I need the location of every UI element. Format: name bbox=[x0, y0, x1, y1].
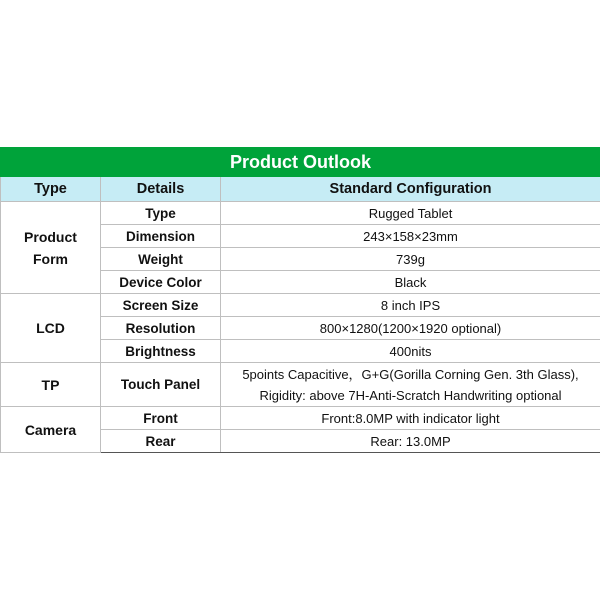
detail-cell: Dimension bbox=[101, 225, 221, 248]
table-title: Product Outlook bbox=[1, 148, 600, 177]
detail-cell: Front bbox=[101, 407, 221, 430]
header-standard: Standard Configuration bbox=[221, 177, 600, 202]
group-product-form bbox=[1, 202, 101, 294]
detail-cell: Touch Panel bbox=[101, 363, 221, 407]
value-cell: Rear: 13.0MP bbox=[221, 430, 600, 453]
group-camera: Camera bbox=[1, 407, 101, 453]
value-cell: 400nits bbox=[221, 340, 600, 363]
header-type: Type bbox=[1, 177, 101, 202]
value-cell bbox=[221, 363, 600, 407]
detail-cell: Screen Size bbox=[101, 294, 221, 317]
detail-cell: Weight bbox=[101, 248, 221, 271]
value-line: Rigidity: above 7H-Anti-Scratch Handwriting optional bbox=[259, 387, 562, 403]
value-cell: 800×1280(1200×1920 optional) bbox=[221, 317, 600, 340]
detail-cell: Rear bbox=[101, 430, 221, 453]
title-row bbox=[1, 148, 600, 177]
group-tp: TP bbox=[1, 363, 101, 407]
value-cell: 8 inch IPS bbox=[221, 294, 600, 317]
spec-table bbox=[0, 147, 600, 453]
detail-cell: Resolution bbox=[101, 317, 221, 340]
value-cell: Front:8.0MP with indicator light bbox=[221, 407, 600, 430]
value-cell: 739g bbox=[221, 248, 600, 271]
value-cell: 243×158×23mm bbox=[221, 225, 600, 248]
detail-cell: Type bbox=[101, 202, 221, 225]
table-row bbox=[1, 294, 600, 317]
group-label-line2: Form bbox=[33, 250, 68, 267]
detail-cell: Brightness bbox=[101, 340, 221, 363]
table-row bbox=[1, 202, 600, 225]
value-cell: Black bbox=[221, 271, 600, 294]
table-row bbox=[1, 363, 600, 407]
header-details: Details bbox=[101, 177, 221, 202]
value-cell: Rugged Tablet bbox=[221, 202, 600, 225]
value-line: 5points Capacitive，G+G(Gorilla Corning Gen. 3th Glass), bbox=[242, 366, 579, 382]
group-label-line1: Product bbox=[24, 228, 77, 245]
table-row bbox=[1, 407, 600, 430]
header-row bbox=[1, 177, 600, 202]
detail-cell: Device Color bbox=[101, 271, 221, 294]
group-lcd: LCD bbox=[1, 294, 101, 363]
